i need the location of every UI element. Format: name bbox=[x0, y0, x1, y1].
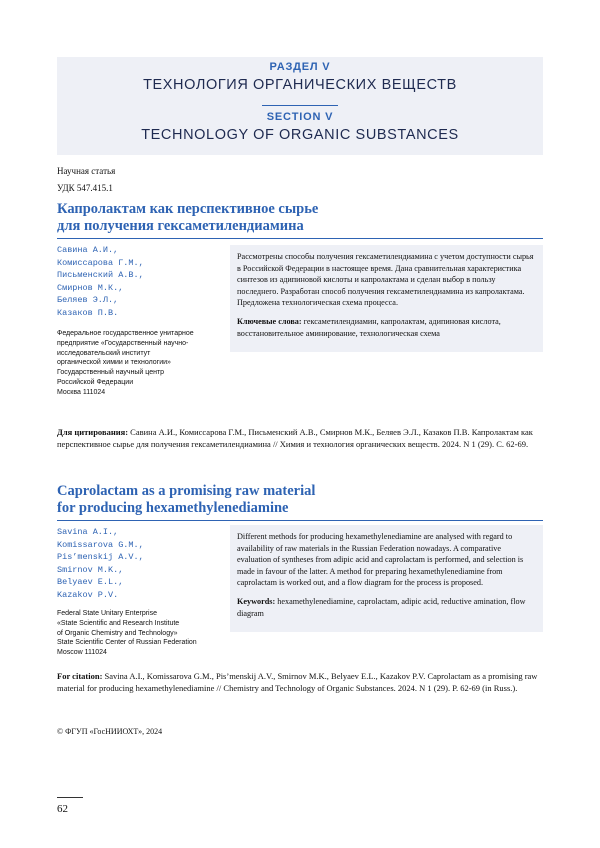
citation-text-en: Savina A.I., Komissarova G.M., Pis’menskij A.V., Smirnov M.K., Belyaev E.L., Kazakov P.V. Caprolactam as a promising raw material for producing hexamethylenediamine // Chemistry and Technology of Organic Substances. 2024. N 1 (29). P. 62-69 (in Russ.). bbox=[57, 671, 538, 693]
article-title-ru-line1: Капролактам как перспективное сырье bbox=[57, 201, 319, 217]
citation-label-ru: Для цитирования: bbox=[57, 427, 129, 437]
citation-label-en: For citation: bbox=[57, 671, 103, 681]
keywords-en bbox=[237, 596, 536, 619]
author-en: Smirnov M.K., bbox=[57, 564, 124, 575]
author-ru: Комиссарова Г.М., bbox=[57, 257, 144, 268]
affiliation-en bbox=[57, 609, 229, 658]
copyright: © ФГУП «ГосНИИОХТ», 2024 bbox=[57, 727, 163, 736]
authors-en bbox=[57, 526, 144, 602]
abstract-en: Different methods for producing hexamethylenediamine are analysed with regard to availability of raw materials in the Russian Federation nowadays. A comparative evaluation of syntheses from adipic acid and caprolactam is performed, and selection is made in favour of the latter. A method for preparing hexamethylenediamine from caprolactam is worked out, and a flow diagram for the process is proposed. bbox=[237, 532, 524, 588]
authors-ru bbox=[57, 244, 144, 320]
author-ru: Савина А.И., bbox=[57, 245, 119, 255]
affiliation-line: Государственный научный центр bbox=[57, 369, 165, 377]
article-title-en bbox=[57, 483, 397, 517]
keywords-label-en: Keywords: bbox=[237, 596, 276, 606]
abstract-box-en bbox=[230, 525, 543, 632]
author-ru: Письменский А.В., bbox=[57, 270, 144, 281]
article-title-en-line1: Caprolactam as a promising raw material bbox=[57, 483, 316, 499]
article-title-ru bbox=[57, 201, 397, 235]
section-label-en: SECTION V bbox=[266, 111, 334, 123]
keywords-ru bbox=[237, 316, 536, 339]
author-ru: Смирнов М.К., bbox=[57, 282, 124, 293]
affiliation-line: органической химии и технологии» bbox=[57, 359, 171, 367]
author-en: Savina A.I., bbox=[57, 527, 119, 537]
affiliation-line: предприятие «Государственный научно- bbox=[57, 339, 189, 347]
author-en: Komissarova G.M., bbox=[57, 539, 144, 550]
author-en: Belyaev E.L., bbox=[57, 577, 124, 588]
affiliation-line: Федеральное государственное унитарное bbox=[57, 330, 194, 337]
article-type: Научная статья bbox=[57, 166, 116, 176]
citation-en bbox=[57, 670, 543, 694]
section-label-ru: РАЗДЕЛ V bbox=[269, 61, 331, 73]
abstract-ru: Рассмотрены способы получения гексаметилендиамина с учетом доступности сырья в Российской Федерации в настоящее время. Дана сравнительная характеристика синтезов из адипиновой кислоты и капролактама и сделан выбор в пользу последнего. Разработан способ получения гексаметилендиамина из капролактама. Предложена технологическая схема процесса. bbox=[237, 252, 534, 308]
affiliation-line: Российской Федерации bbox=[57, 378, 134, 386]
affiliation-line: of Organic Chemistry and Technology» bbox=[57, 629, 178, 637]
section-banner bbox=[57, 57, 543, 155]
affiliation-ru bbox=[57, 329, 222, 398]
section-title-ru: ТЕХНОЛОГИЯ ОРГАНИЧЕСКИХ ВЕЩЕСТВ bbox=[143, 77, 457, 93]
author-ru: Казаков П.В. bbox=[57, 307, 119, 318]
section-title-en: TECHNOLOGY OF ORGANIC SUBSTANCES bbox=[141, 127, 459, 143]
affiliation-line: Moscow 111024 bbox=[57, 649, 107, 657]
page-number: 62 bbox=[57, 803, 68, 815]
keywords-text-ru: гексаметилендиамин, капролактам, адипиновая кислота, восстановительное аминирование, технологическая схема bbox=[237, 316, 501, 338]
author-ru: Беляев Э.Л., bbox=[57, 295, 119, 306]
keywords-label-ru: Ключевые слова: bbox=[237, 316, 302, 326]
author-en: Pis’menskij A.V., bbox=[57, 552, 144, 563]
affiliation-line: «State Scientific and Research Institute bbox=[57, 619, 180, 627]
article-title-ru-line2: для получения гексаметилендиамина bbox=[57, 218, 304, 234]
article-title-en-line2: for producing hexamethylenediamine bbox=[57, 500, 289, 516]
abstract-box-ru bbox=[230, 245, 543, 352]
citation-ru bbox=[57, 426, 543, 450]
section-divider bbox=[262, 105, 338, 106]
title-rule-ru bbox=[57, 238, 543, 239]
affiliation-line: State Scientific Center of Russian Federation bbox=[57, 639, 197, 647]
author-en: Kazakov P.V. bbox=[57, 589, 119, 600]
keywords-text-en: hexamethylenediamine, caprolactam, adipic acid, reductive amination, flow diagram bbox=[237, 596, 526, 618]
affiliation-line: Москва 111024 bbox=[57, 388, 106, 396]
title-rule-en bbox=[57, 520, 543, 521]
udc-code: УДК 547.415.1 bbox=[57, 183, 113, 193]
affiliation-line: исследовательский институт bbox=[57, 349, 151, 357]
affiliation-line: Federal State Unitary Enterprise bbox=[57, 610, 157, 617]
footer-rule bbox=[57, 797, 83, 798]
citation-text-ru: Савина А.И., Комиссарова Г.М., Письменский А.В., Смирнов М.К., Беляев Э.Л., Казаков П.В. Капролактам как перспективное сырье для получения гексаметилендиамина // Химия и технология органических веществ. 2024. N 1 (29). С. 62-69. bbox=[57, 427, 533, 449]
